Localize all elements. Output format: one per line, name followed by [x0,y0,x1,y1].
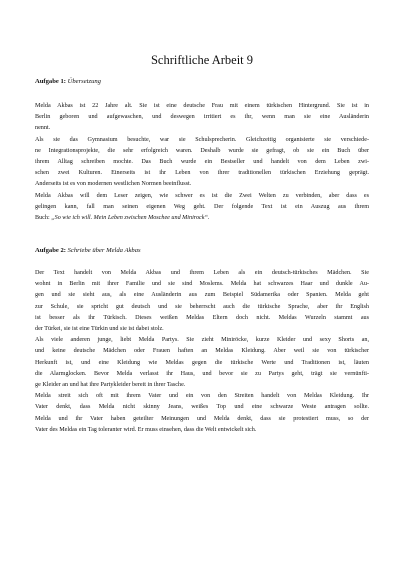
text-line: Melda und ihr Vater haben geteilter Meinungen und Melda denkt, dass sie protestiert muss, so der [35,415,369,422]
text-line: Der Text handelt von Melda Akbas und ihrem Leben als ein deutsch-türkisches Mädchen. Sie [35,270,369,276]
task2-subtitle: Schriebe über Melda Akbas [67,247,141,254]
text-line: Herkunft ist, und eine Kleidung wie Meldas gegen die türkische Werte und Traditionen ist, läuten [35,359,369,366]
task2-paragraph-1 [35,268,369,335]
text-line: und keine deutsche Mädchen oder Frauen haften an Meldas Kleidung. Aber weil sie von türkischer [35,348,369,355]
book-title-quote: „So wie ich will. Mein Leben zwischen Moschee und Minirock“. [51,214,210,221]
text-line: Melda streit sich oft mit ihrem Vater und ein von den Streiten handelt von Meldas Kleidung. Ihr [35,393,369,400]
text-line: Vater des Meldas ein Tag toleranter wird. Er muss einsehen, dass die Welt entwickelt sich. [35,426,257,433]
text-line: ne Integrationsprojekte, die sehr erfolgreich waren. Deshalb wurde sie gefragt, ob sie ein Buch über [35,147,369,154]
text-line: zur Schule, sie spricht gut deutsch und sie beherrscht auch die türkische Sprache, aber ihr English [35,303,369,310]
page-title: Schriftliche Arbeit 9 [150,53,254,67]
task2-paragraph-2 [35,335,369,391]
text-line: Berlin geboren und aufgewaschen, und deswegen irritiert es ihr, wenn man sie eine Ausländerin [35,114,369,121]
text-fragment: Buch: [35,214,52,221]
text-line: Melda Akbas will dem Leser zeigen, wie schwer es ist die Zwei Welten zu verbinden, aber dass es [35,192,369,199]
text-line: ist besser als ihr Türkisch. Dieses weißen Meldas Eltern doch nicht. Meldas Wurzeln stammt aus [35,314,369,321]
task2-paragraph-3 [35,391,369,436]
task1-subtitle: Übersetzung [67,78,101,85]
task2-label: Aufgabe 2: [35,247,66,254]
task1-paragraph-1 [35,101,369,135]
task1-heading [35,78,101,86]
text-line: gelingen kann, fall man seinen eigenen Weg geht. Der folgende Text ist ein Auszug aus ihrem [35,203,369,210]
text-line: die Alarmglocken. Bevor Melda verlasst ihr Haus, und bevor sie zu Partys geht, trägt sie vernünfti- [35,370,369,377]
text-line: wohnt in Berlin mit ihrer Familie und sie sind Moslems. Melda hat schwarzes Haar und dunkle Au- [35,281,369,288]
text-line: Als sie das Gymnasium besuchte, war sie Schulsprecherin. Gleichzeitig organisierte sie verschiede- [35,136,369,143]
text-line: Als viele anderen junge, liebt Melda Partys. Sie zieht Miniröcke, kurze Kleider und sexy Shorts an, [35,337,369,344]
text-line: ihrem Alltag schreiben mochte. Das Buch wurde ein Bestseller und handelt von dem Leben zwi- [35,158,369,165]
text-line: gen und sie sieht aus, als eine Ausländerin aus zum Beispiel Südamerika oder Spanien. Melda geht [35,292,369,299]
task1-paragraph-3 [35,191,369,225]
text-line: Anderseits ist es von modernen westlichen Normen beeinflusst. [35,181,192,188]
task2-heading [35,247,141,255]
text-line: ge Kleider an und hat ihre Partykleider bereit in ihrer Tasche. [35,381,186,388]
text-line: nennt. [35,125,51,132]
text-line: Melda Akbas ist 22 Jahre alt. Sie ist eine deutsche Frau mit einem türkischen Hintergrund. Sie ist in [35,103,369,109]
text-line: schen zwei Kulturen. Einerseits ist ihr Leben von ihrer traditionellen türkischen Erziehung geprägt. [35,170,369,177]
text-line: Vater denkt, dass Melda nicht skinny Jeans, weißes Top und eine schwarze Weste antragen sollte. [35,404,369,411]
text-line: der Türkei, sie ist eine Türkin und sie ist dabei stolz. [35,325,164,332]
task1-label: Aufgabe 1: [35,78,66,85]
document-page [35,0,369,566]
text-line [35,213,369,224]
task1-paragraph-2 [35,135,369,191]
